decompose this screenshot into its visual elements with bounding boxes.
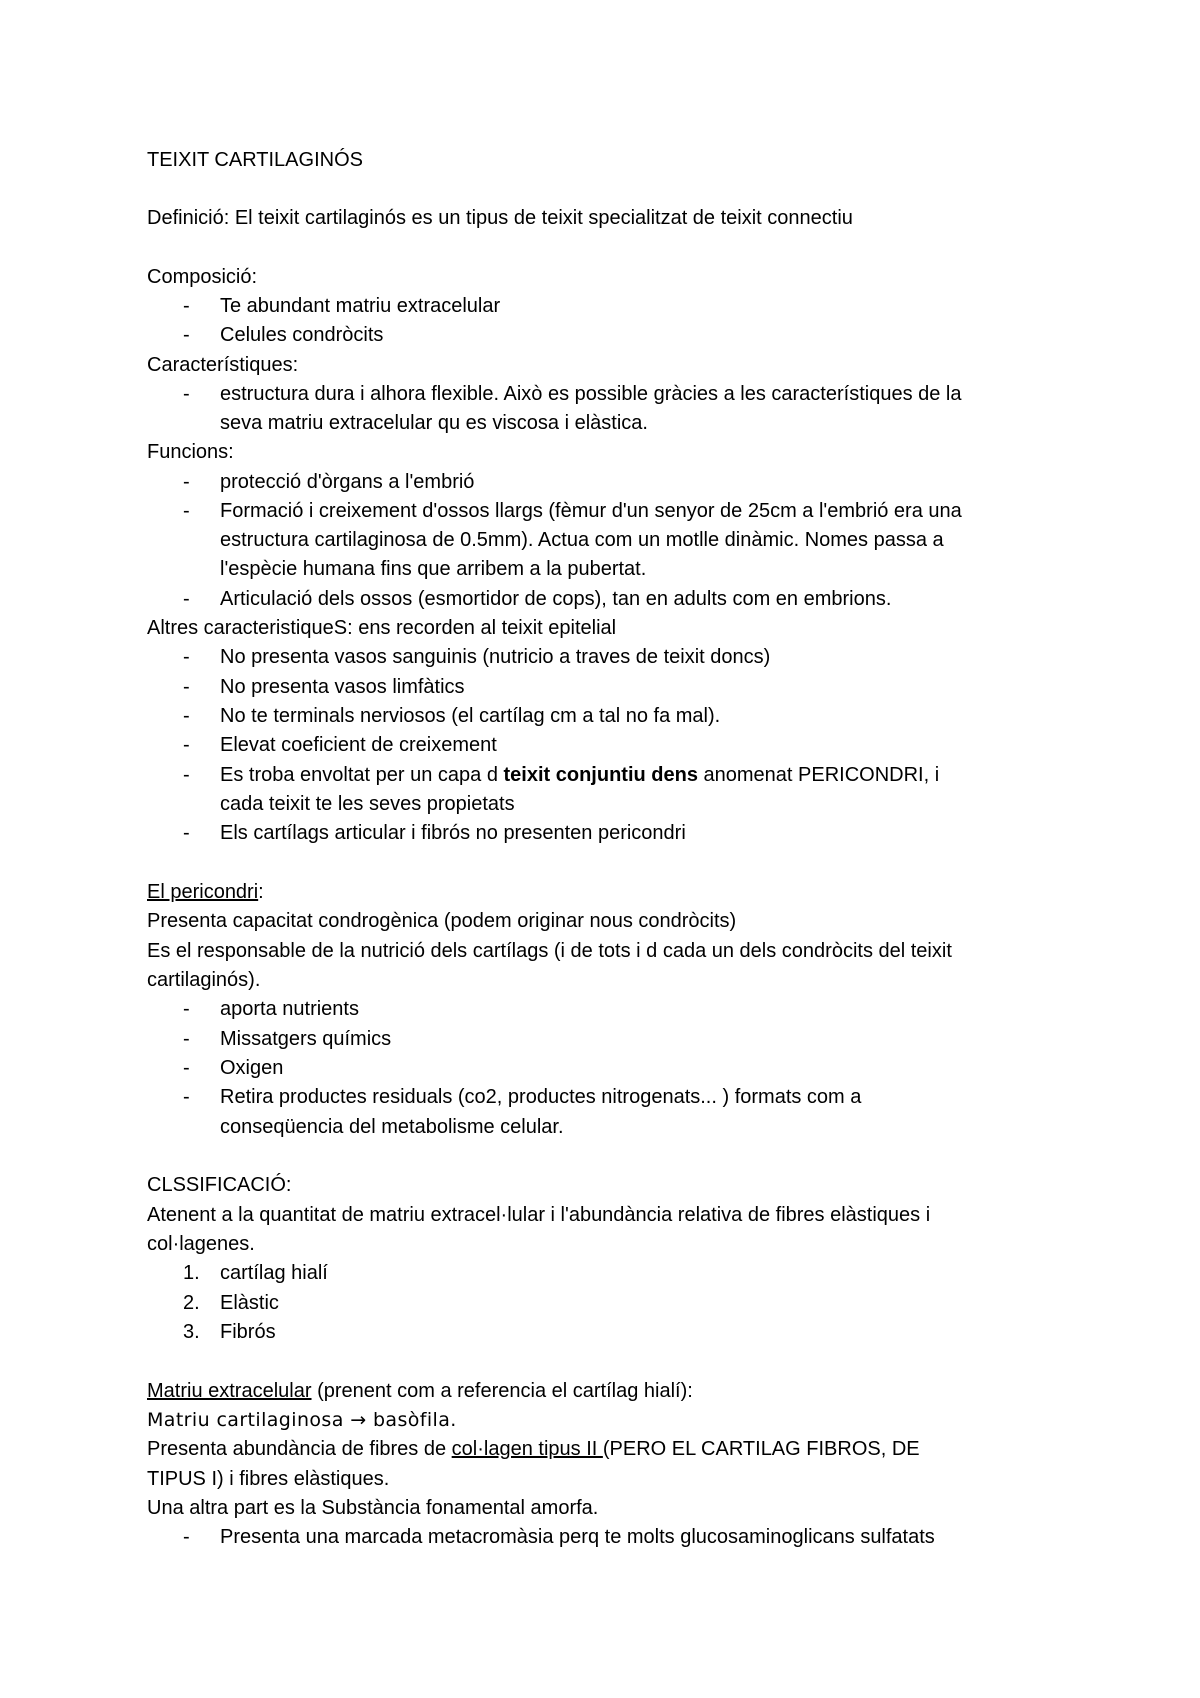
composition-heading: Composició: (147, 266, 258, 288)
matrix-text-part: Presenta abundància de fibres de (147, 1438, 452, 1460)
bullet-dash: - (183, 1526, 190, 1548)
document-title: TEIXIT CARTILAGINÓS (147, 149, 363, 171)
matrix-heading-rest: (prenent com a referencia el cartílag hialí): (311, 1380, 693, 1402)
matrix-text: Una altra part es la Substància fonamental amorfa. (147, 1497, 599, 1519)
perichondrium-heading (147, 879, 264, 905)
matrix-heading (147, 1378, 693, 1404)
perichondrium-text: cartilaginós). (147, 969, 261, 991)
bullet-dash: - (183, 764, 190, 786)
perichondrium-item: aporta nutrients (220, 998, 359, 1020)
other-item-text: Es troba envoltat per un capa d (220, 764, 504, 786)
classification-text: col·lagenes. (147, 1233, 255, 1255)
definition-text: Definició: El teixit cartilaginós es un tipus de teixit specialitzat de teixit connectiu (147, 207, 853, 229)
perichondrium-heading-text: El pericondri (147, 881, 259, 903)
characteristics-item: estructura dura i alhora flexible. Això es possible gràcies a les característiques de la (220, 383, 962, 405)
bullet-dash: - (183, 324, 190, 346)
list-number: 1. (183, 1262, 200, 1284)
functions-item-continued: l'espècie humana fins que arribem a la pubertat. (220, 558, 647, 580)
other-item-text: anomenat PERICONDRI, i (697, 764, 940, 786)
bullet-dash: - (183, 383, 190, 405)
composition-item: Celules condròcits (220, 324, 384, 346)
characteristics-heading: Característiques: (147, 354, 299, 376)
characteristics-item-continued: seva matriu extracelular qu es viscosa i elàstica. (220, 412, 648, 434)
perichondrium-item: Missatgers químics (220, 1028, 392, 1050)
classification-item: Elàstic (220, 1292, 279, 1314)
bullet-dash: - (183, 588, 190, 610)
perichondrium-text: Es el responsable de la nutrició dels cartílags (i de tots i d cada un dels condròcits del teixit (147, 940, 952, 962)
bullet-dash: - (183, 471, 190, 493)
classification-text: Atenent a la quantitat de matriu extracel·lular i l'abundància relativa de fibres elàstiques i (147, 1204, 931, 1226)
composition-item: Te abundant matriu extracelular (220, 295, 501, 317)
functions-item: Articulació dels ossos (esmortidor de cops), tan en adults com en embrions. (220, 588, 892, 610)
functions-item: Formació i creixement d'ossos llargs (fèmur d'un senyor de 25cm a l'embrió era una (220, 500, 962, 522)
bullet-dash: - (183, 1086, 190, 1108)
other-item: Elevat coeficient de creixement (220, 734, 497, 756)
bullet-dash: - (183, 676, 190, 698)
perichondrium-item: Oxigen (220, 1057, 284, 1079)
bullet-dash: - (183, 500, 190, 522)
matrix-text: TIPUS I) i fibres elàstiques. (147, 1468, 390, 1490)
bullet-dash: - (183, 734, 190, 756)
functions-item: protecció d'òrgans a l'embrió (220, 471, 475, 493)
collagen-link[interactable]: col·lagen tipus II (451, 1438, 603, 1460)
other-item: No te terminals nerviosos (el cartílag cm a tal no fa mal). (220, 705, 721, 727)
other-heading: Altres caracteristiqueS: ens recorden al teixit epitelial (147, 617, 617, 639)
functions-item-continued: estructura cartilaginosa de 0.5mm). Actua com un motlle dinàmic. Nomes passa a (220, 529, 944, 551)
bullet-dash: - (183, 646, 190, 668)
other-item (220, 762, 939, 788)
bullet-dash: - (183, 822, 190, 844)
bullet-dash: - (183, 1057, 190, 1079)
other-item-continued: cada teixit te les seves propietats (220, 793, 515, 815)
other-item: No presenta vasos sanguinis (nutricio a traves de teixit doncs) (220, 646, 771, 668)
heading-colon: : (258, 881, 264, 903)
matrix-text (147, 1436, 920, 1462)
functions-heading: Funcions: (147, 441, 234, 463)
list-number: 2. (183, 1292, 200, 1314)
bullet-dash: - (183, 705, 190, 727)
other-item: No presenta vasos limfàtics (220, 676, 465, 698)
bullet-dash: - (183, 998, 190, 1020)
perichondrium-item: Retira productes residuals (co2, productes nitrogenats... ) formats com a (220, 1086, 862, 1108)
other-item: Els cartílags articular i fibrós no presenten pericondri (220, 822, 686, 844)
bold-term: teixit conjuntiu dens (503, 764, 698, 786)
classification-item: cartílag hialí (220, 1262, 328, 1284)
list-number: 3. (183, 1321, 200, 1343)
bullet-dash: - (183, 295, 190, 317)
perichondrium-text: Presenta capacitat condrogènica (podem originar nous condròcits) (147, 910, 737, 932)
classification-item: Fibrós (220, 1321, 276, 1343)
matrix-item: Presenta una marcada metacromàsia perq te molts glucosaminoglicans sulfatats (220, 1526, 935, 1548)
classification-heading: CLSSIFICACIÓ: (147, 1174, 292, 1196)
bullet-dash: - (183, 1028, 190, 1050)
perichondrium-item-continued: conseqüencia del metabolisme celular. (220, 1116, 564, 1138)
matrix-heading-text: Matriu extracelular (147, 1380, 312, 1402)
matrix-text: Matriu cartilaginosa → basòfila. (147, 1409, 457, 1431)
matrix-text-part: (PERO EL CARTILAG FIBROS, DE (602, 1438, 920, 1460)
